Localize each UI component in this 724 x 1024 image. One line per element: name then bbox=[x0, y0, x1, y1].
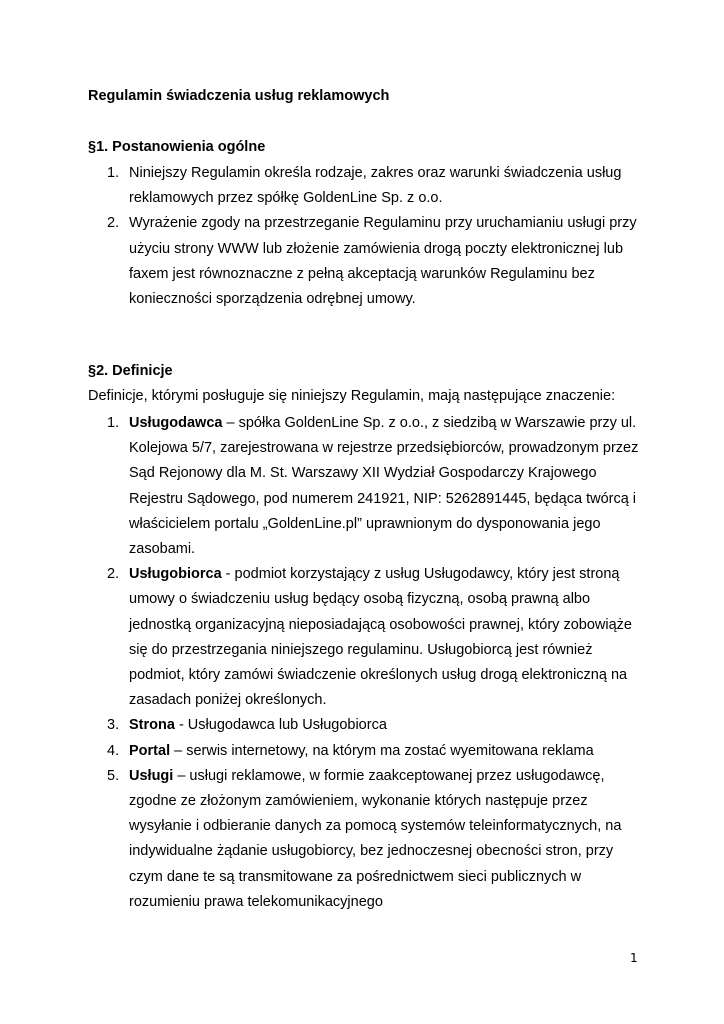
definition-4-text: – serwis internetowy, na którym ma zostać wyemitowana reklama bbox=[170, 742, 594, 759]
definition-3-term: Strona bbox=[129, 717, 175, 734]
section2-list bbox=[0, 411, 724, 915]
section1-item-1-text: Niniejszy Regulamin określa rodzaje, zakres oraz warunki świadczenia usług reklamowych przez spółkę GoldenLine Sp. z o.o. bbox=[129, 165, 622, 207]
definition-5-number: 5. bbox=[107, 767, 120, 784]
definition-3-number: 3. bbox=[107, 717, 120, 734]
definition-item-uslugodawca bbox=[0, 411, 639, 562]
definition-2-term: Usługobiorca bbox=[129, 566, 222, 583]
definition-4-number: 4. bbox=[107, 742, 120, 759]
definition-5-term: Usługi bbox=[129, 767, 174, 784]
definition-3-text: - Usługodawca lub Usługobiorca bbox=[174, 717, 387, 734]
section1-item-1-number: 1. bbox=[107, 165, 120, 181]
definition-2-number: 2. bbox=[107, 566, 120, 583]
definition-item-strona bbox=[0, 713, 639, 738]
section1-list bbox=[0, 161, 724, 312]
definition-2-text: - podmiot korzystający z usług Usługodawcy, który jest stroną umowy o świadczeniu usług będący osobą fizyczną, osobą prawną albo jednostką organizacyjną nieposiadającą osobowości prawnej, który zobowiąże się do przestrzegania niniejszego regulaminu. Usługobiorcą jest również podmiot, który zamówi świadczenie określonych usług drogą elektroniczną na zasadach poniżej określonych. bbox=[129, 566, 632, 709]
section1-item-2-text: Wyrażenie zgody na przestrzeganie Regulaminu przy uruchamianiu usługi przy użyciu strony WWW lub złożenie zamówienia drogą poczty elektronicznej lub faxem jest równoznaczne z pełną akceptacją warunków Regulaminu bez konieczności sporządzenia odrębnej umowy. bbox=[129, 215, 637, 308]
definition-4-term: Portal bbox=[129, 742, 171, 759]
section2-intro: Definicje, którymi posługuje się niniejszy Regulamin, mają następujące znaczenie: bbox=[88, 388, 616, 404]
definition-1-text: – spółka GoldenLine Sp. z o.o., z siedzibą w Warszawie przy ul. Kolejowa 5/7, zarejestrowana w rejestrze przedsiębiorców, prowadzonym przez Sąd Rejonowy dla M. St. Warszawy XII Wydział Gospodarczy Krajowego Rejestru Sądowego, pod numerem 241921, NIP: 5262891445, będąca twórcą i właścicielem portalu „GoldenLine.pl” uprawnionym do dysponowania jego zasobami. bbox=[129, 415, 639, 558]
section1-item-1 bbox=[0, 161, 639, 211]
section1-item-2-number: 2. bbox=[107, 215, 120, 232]
document-title: Regulamin świadczenia usług reklamowych bbox=[88, 88, 390, 104]
definition-1-number: 1. bbox=[107, 415, 120, 431]
definition-1-term: Usługodawca bbox=[129, 415, 223, 431]
definition-item-portal bbox=[0, 739, 639, 764]
section1-item-2 bbox=[0, 211, 639, 312]
definition-item-uslugi bbox=[0, 764, 639, 915]
definition-5-text: – usługi reklamowe, w formie zaakceptowanej przez usługodawcę, zgodne ze złożonym zamówieniem, wykonanie których następuje przez wysyłanie i odbieranie danych za pomocą systemów teleinformatycznych, na indywidualne żądanie usługobiorcy, bez jednoczesnej obecności stron, przy czym dane te są transmitowane za pośrednictwem sieci publicznych w rozumieniu prawa telekomunikacyjnego bbox=[129, 767, 622, 910]
section1-heading: §1. Postanowienia ogólne bbox=[88, 139, 266, 155]
definition-item-uslugobiorca bbox=[0, 562, 639, 713]
page-number: 1 bbox=[630, 951, 638, 965]
section2-heading: §2. Definicje bbox=[88, 363, 173, 379]
